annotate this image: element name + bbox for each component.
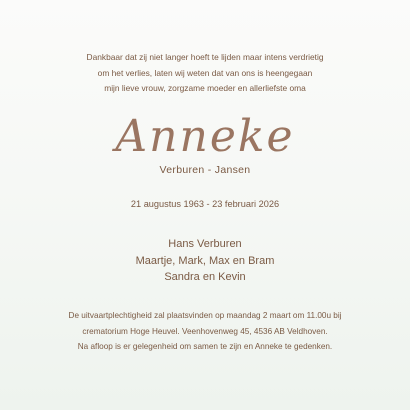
surname: Verburen - Jansen xyxy=(159,164,251,176)
intro-line: om het verlies, laten wij weten dat van ons is heengegaan xyxy=(97,67,313,78)
intro-text xyxy=(0,50,410,97)
family-line: Sandra en Kevin xyxy=(164,271,246,283)
ceremony-details xyxy=(0,308,410,355)
first-name: Anneke xyxy=(115,111,295,162)
intro-line: mijn lieve vrouw, zorgzame moeder en allerliefste oma xyxy=(104,83,306,93)
family-names xyxy=(0,236,410,286)
intro-line: Dankbaar dat zij niet langer hoeft te lijden maar intens verdrietig xyxy=(86,52,324,62)
closing-line: Na afloop is er gelegenheid om samen te zijn en Anneke te gedenken. xyxy=(77,342,333,351)
family-line: Maartje, Mark, Max en Bram xyxy=(135,254,275,267)
family-line: Hans Verburen xyxy=(168,238,242,250)
closing-line: crematorium Hoge Heuvel. Veenhovenweg 45, 4536 AB Veldhoven. xyxy=(82,326,328,336)
closing-line: De uitvaartplechtigheid zal plaatsvinden op maandag 2 maart om 11.00u bij xyxy=(68,311,342,320)
life-dates: 21 augustus 1963 - 23 februari 2026 xyxy=(130,199,280,209)
